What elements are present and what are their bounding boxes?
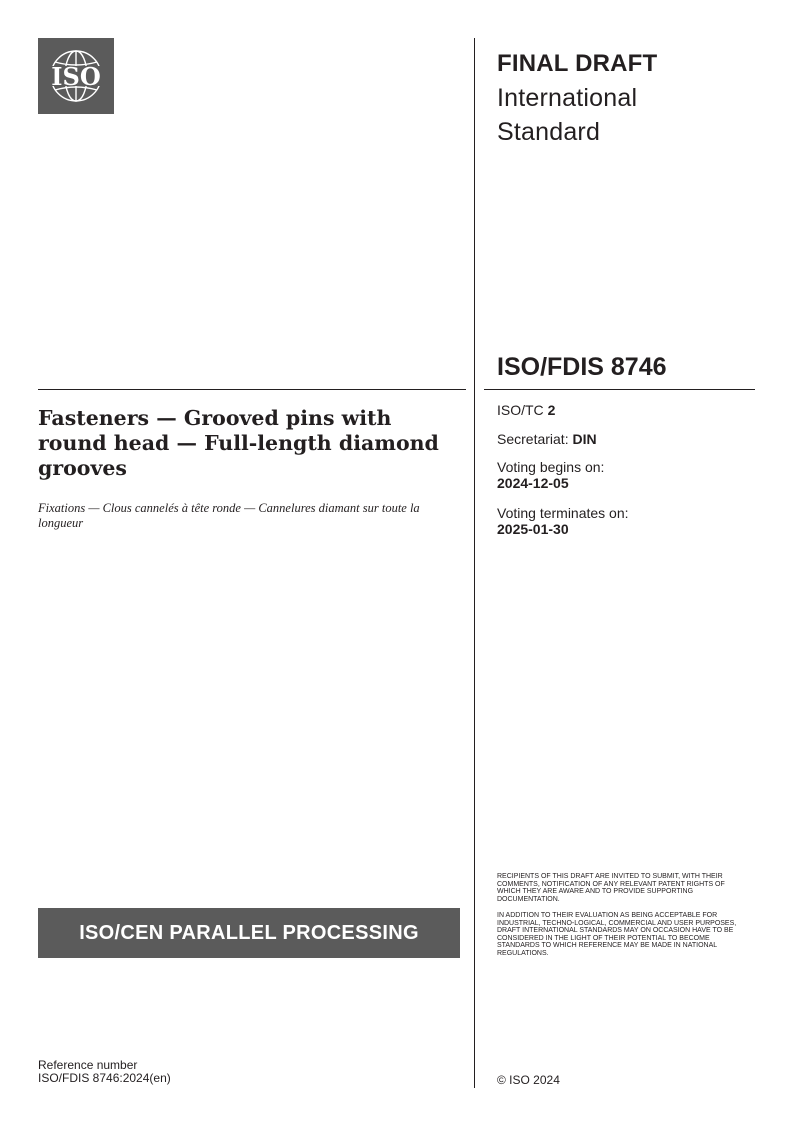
document-number: ISO/FDIS 8746 <box>497 353 667 381</box>
reference-number <box>38 1059 171 1085</box>
tc-label: ISO/TC <box>497 402 548 418</box>
horizontal-divider-left <box>38 389 466 390</box>
title-french: Fixations — Clous cannelés à tête ronde — Cannelures diamant sur toute la longueur <box>38 501 420 530</box>
stage-line-2: International <box>497 84 638 112</box>
title-english: Fasteners — Grooved pins with round head — Full-length diamond grooves <box>38 406 439 480</box>
patent-notice: RECIPIENTS OF THIS DRAFT ARE INVITED TO SUBMIT, WITH THEIR COMMENTS, NOTIFICATION OF ANY RELEVANT PATENT RIGHTS OF WHICH THEY ARE AWARE AND TO PROVIDE SUPPORTING DOCUMENTATION. <box>497 873 725 903</box>
copyright: © ISO 2024 <box>497 1073 560 1087</box>
vertical-divider <box>474 38 475 1088</box>
tc-value: 2 <box>547 402 556 418</box>
voting-terminates <box>497 505 629 537</box>
voting-begins-date: 2024-12-05 <box>497 475 569 491</box>
stage-line-3: Standard <box>497 118 601 146</box>
secretariat <box>497 431 597 447</box>
secretariat-label: Secretariat: <box>497 431 573 447</box>
parallel-processing-banner: ISO/CEN PARALLEL PROCESSING <box>38 908 460 958</box>
secretariat-value: DIN <box>572 431 597 447</box>
evaluation-notice: IN ADDITION TO THEIR EVALUATION AS BEING ACCEPTABLE FOR INDUSTRIAL, TECHNO-LOGICAL, COMMERCIAL AND USER PURPOSES, DRAFT INTERNATIONAL STANDARDS MAY ON OCCASION HAVE TO BE CONSIDERED IN THE LIGHT OF THEIR POTENTIAL TO BECOME STANDARDS TO WHICH REFERENCE MAY BE MADE IN NATIONAL REGULATIONS. <box>497 912 737 957</box>
voting-terminates-label: Voting terminates on: <box>497 505 629 521</box>
iso-logo <box>38 38 114 114</box>
iso-globe-logo-icon <box>38 38 114 114</box>
technical-committee <box>497 402 555 418</box>
reference-label: Reference number <box>38 1058 138 1072</box>
stage-line-1: FINAL DRAFT <box>497 50 658 77</box>
horizontal-divider-right <box>484 389 755 390</box>
voting-begins <box>497 459 604 491</box>
document-stage-heading <box>497 47 657 149</box>
voting-begins-label: Voting begins on: <box>497 459 605 475</box>
logo-text: ISO <box>51 62 101 91</box>
reference-value: ISO/FDIS 8746:2024(en) <box>38 1071 171 1085</box>
voting-terminates-date: 2025-01-30 <box>497 521 569 537</box>
